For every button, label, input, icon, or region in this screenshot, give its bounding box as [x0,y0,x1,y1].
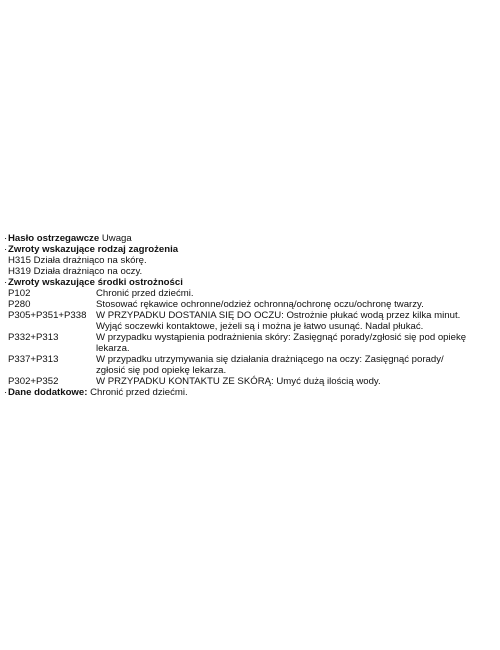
precaution-text-line: W przypadku utrzymywania się działania drażniącego na oczy: Zasięgnąć porady/ [96,354,444,365]
precautionary-statements-heading [4,277,498,288]
bullet-glyph: · [4,244,8,255]
hazard-statements-label: Zwroty wskazujące rodzaj zagrożenia [8,244,179,255]
precaution-text [96,288,498,299]
precaution-code: P305+P351+P338 [8,310,87,321]
hazard-statements-heading [4,244,498,255]
precaution-text-line: zgłosić się pod opiekę lekarza. [96,365,227,376]
precaution-text [96,299,498,310]
precaution-text [96,310,498,332]
precautionary-statements-label: Zwroty wskazujące środki ostrożności [8,277,183,288]
precaution-row-p305-p351-p338 [4,310,498,332]
precaution-row-p102 [4,288,498,299]
precaution-row-p280 [4,299,498,310]
safety-data-section [4,233,498,398]
precaution-text [96,376,498,387]
precaution-row-p302-p352 [4,376,498,387]
precaution-code: P332+P313 [8,332,59,343]
signal-word-label: Hasło ostrzegawcze [8,233,100,244]
bullet-glyph: · [4,233,8,244]
precaution-text-line: Chronić przed dziećmi. [96,288,194,299]
precaution-code: P102 [8,288,31,299]
additional-info-label: Dane dodatkowe: [8,387,88,398]
precaution-text-line: lekarza. [96,343,130,354]
bullet-glyph: · [4,277,8,288]
hazard-statement-h315: H315 Działa drażniąco na skórę. [8,255,147,266]
signal-word-line [4,233,498,244]
hazard-statement-h319: H319 Działa drażniąco na oczy. [8,266,143,277]
precaution-code: P302+P352 [8,376,59,387]
precaution-text [96,354,498,376]
precaution-text-line: Stosować rękawice ochronne/odzież ochronną/ochronę oczu/ochronę twarzy. [96,299,424,310]
signal-word-value: Uwaga [101,233,132,244]
precaution-text [96,332,498,354]
precaution-text-line: W PRZYPADKU KONTAKTU ZE SKÓRĄ: Umyć dużą ilością wody. [96,376,381,387]
precaution-text-line: W przypadku wystąpienia podrażnienia skóry: Zasięgnąć porady/zgłosić się pod opiekę [96,332,467,343]
precaution-code: P337+P313 [8,354,59,365]
precaution-code: P280 [8,299,31,310]
bullet-glyph: · [4,387,8,398]
precaution-text-line: W PRZYPADKU DOSTANIA SIĘ DO OCZU: Ostrożnie płukać wodą przez kilka minut. [96,310,461,321]
precaution-text-line: Wyjąć soczewki kontaktowe, jeżeli są i można je łatwo usunąć. Nadal płukać. [96,321,424,332]
precaution-row-p332-p313 [4,332,498,354]
additional-info-line [4,387,498,398]
additional-info-value: Chronić przed dziećmi. [90,387,188,398]
precaution-row-p337-p313 [4,354,498,376]
